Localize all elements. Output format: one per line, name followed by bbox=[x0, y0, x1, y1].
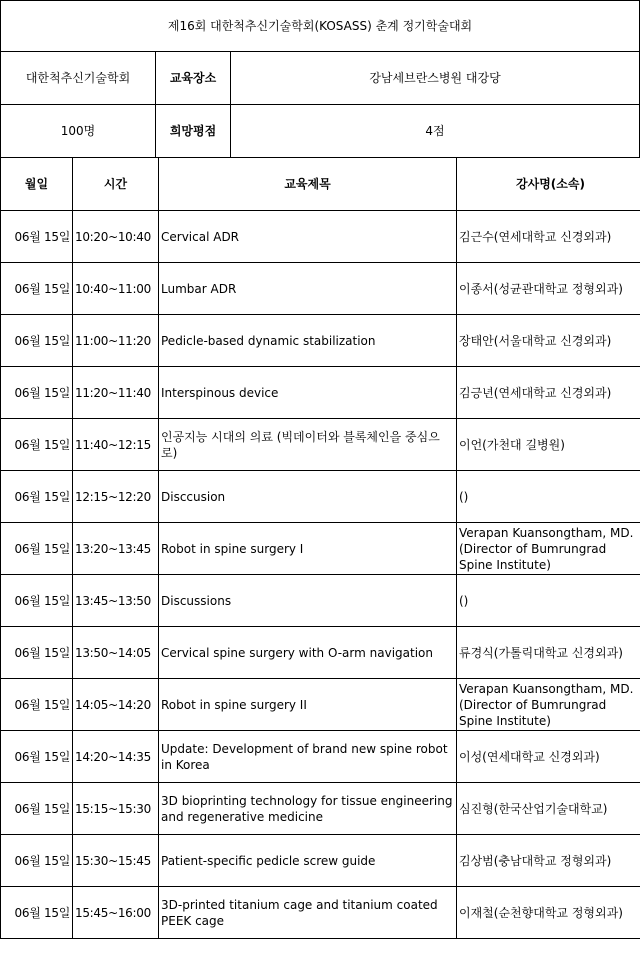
row-time: 15:45~16:00 bbox=[73, 887, 159, 939]
table-row bbox=[1, 679, 640, 731]
row-speaker: 이성(연세대학교 신경외과) bbox=[457, 731, 640, 783]
table-row bbox=[1, 575, 640, 627]
row-date: 06월 15일 bbox=[1, 627, 73, 679]
row-speaker: () bbox=[457, 575, 640, 627]
row-date: 06월 15일 bbox=[1, 575, 73, 627]
venue-label: 교육장소 bbox=[156, 52, 231, 105]
schedule-header-row bbox=[1, 158, 640, 211]
row-date: 06월 15일 bbox=[1, 315, 73, 367]
info-table bbox=[0, 51, 640, 158]
row-time: 11:40~12:15 bbox=[73, 419, 159, 471]
row-time: 14:20~14:35 bbox=[73, 731, 159, 783]
table-row bbox=[1, 783, 640, 835]
row-time: 11:20~11:40 bbox=[73, 367, 159, 419]
row-speaker: 이언(가천대 길병원) bbox=[457, 419, 640, 471]
row-speaker: 김긍년(연세대학교 신경외과) bbox=[457, 367, 640, 419]
table-row bbox=[1, 731, 640, 783]
row-title: 3D-printed titanium cage and titanium coated PEEK cage bbox=[159, 887, 457, 939]
table-row bbox=[1, 835, 640, 887]
table-row bbox=[1, 523, 640, 575]
row-title: Cervical ADR bbox=[159, 211, 457, 263]
row-title: 3D bioprinting technology for tissue engineering and regenerative medicine bbox=[159, 783, 457, 835]
header-date: 월일 bbox=[1, 158, 73, 211]
header-title: 교육제목 bbox=[159, 158, 457, 211]
row-speaker: Verapan Kuansongtham, MD.(Director of Bumrungrad Spine Institute) bbox=[457, 523, 640, 575]
row-speaker: 이재철(순천향대학교 정형외과) bbox=[457, 887, 640, 939]
row-title: Lumbar ADR bbox=[159, 263, 457, 315]
row-time: 15:15~15:30 bbox=[73, 783, 159, 835]
row-time: 10:20~10:40 bbox=[73, 211, 159, 263]
row-speaker: Verapan Kuansongtham, MD.(Director of Bumrungrad Spine Institute) bbox=[457, 679, 640, 731]
row-title: Disccusion bbox=[159, 471, 457, 523]
table-row bbox=[1, 211, 640, 263]
points: 4점 bbox=[231, 105, 640, 158]
row-date: 06월 15일 bbox=[1, 523, 73, 575]
capacity: 100명 bbox=[1, 105, 156, 158]
row-time: 13:20~13:45 bbox=[73, 523, 159, 575]
row-title: Discussions bbox=[159, 575, 457, 627]
row-title: Robot in spine surgery II bbox=[159, 679, 457, 731]
header-time: 시간 bbox=[73, 158, 159, 211]
row-time: 14:05~14:20 bbox=[73, 679, 159, 731]
row-title: Robot in spine surgery I bbox=[159, 523, 457, 575]
schedule-body bbox=[1, 211, 640, 939]
row-date: 06월 15일 bbox=[1, 679, 73, 731]
row-date: 06월 15일 bbox=[1, 263, 73, 315]
row-date: 06월 15일 bbox=[1, 211, 73, 263]
row-title: 인공지능 시대의 의료 (빅데이터와 블록체인을 중심으로) bbox=[159, 419, 457, 471]
row-date: 06월 15일 bbox=[1, 367, 73, 419]
row-speaker: 김근수(연세대학교 신경외과) bbox=[457, 211, 640, 263]
table-row bbox=[1, 419, 640, 471]
row-speaker: 장태안(서울대학교 신경외과) bbox=[457, 315, 640, 367]
row-date: 06월 15일 bbox=[1, 887, 73, 939]
row-speaker: 심진형(한국산업기술대학교) bbox=[457, 783, 640, 835]
event-title: 제16회 대한척추신기술학회(KOSASS) 춘계 정기학술대회 bbox=[1, 1, 640, 52]
row-time: 13:50~14:05 bbox=[73, 627, 159, 679]
row-speaker: 김상범(충남대학교 정형외과) bbox=[457, 835, 640, 887]
organizer: 대한척추신기술학회 bbox=[1, 52, 156, 105]
row-date: 06월 15일 bbox=[1, 471, 73, 523]
row-time: 15:30~15:45 bbox=[73, 835, 159, 887]
points-label: 희망평점 bbox=[156, 105, 231, 158]
row-date: 06월 15일 bbox=[1, 783, 73, 835]
row-time: 13:45~13:50 bbox=[73, 575, 159, 627]
row-title: Patient-specific pedicle screw guide bbox=[159, 835, 457, 887]
row-time: 10:40~11:00 bbox=[73, 263, 159, 315]
event-title-table bbox=[0, 0, 640, 52]
row-time: 12:15~12:20 bbox=[73, 471, 159, 523]
header-speaker: 강사명(소속) bbox=[457, 158, 640, 211]
table-row bbox=[1, 471, 640, 523]
row-speaker: 류경식(가톨릭대학교 신경외과) bbox=[457, 627, 640, 679]
row-title: Cervical spine surgery with O-arm navigation bbox=[159, 627, 457, 679]
table-row bbox=[1, 887, 640, 939]
row-date: 06월 15일 bbox=[1, 419, 73, 471]
row-date: 06월 15일 bbox=[1, 731, 73, 783]
row-title: Interspinous device bbox=[159, 367, 457, 419]
row-speaker: 이종서(성균관대학교 정형외과) bbox=[457, 263, 640, 315]
row-time: 11:00~11:20 bbox=[73, 315, 159, 367]
row-speaker: () bbox=[457, 471, 640, 523]
table-row bbox=[1, 315, 640, 367]
schedule-table bbox=[0, 157, 640, 939]
table-row bbox=[1, 263, 640, 315]
row-title: Pedicle-based dynamic stabilization bbox=[159, 315, 457, 367]
table-row bbox=[1, 627, 640, 679]
row-date: 06월 15일 bbox=[1, 835, 73, 887]
row-title: Update: Development of brand new spine robot in Korea bbox=[159, 731, 457, 783]
table-row bbox=[1, 367, 640, 419]
venue: 강남세브란스병원 대강당 bbox=[231, 52, 640, 105]
